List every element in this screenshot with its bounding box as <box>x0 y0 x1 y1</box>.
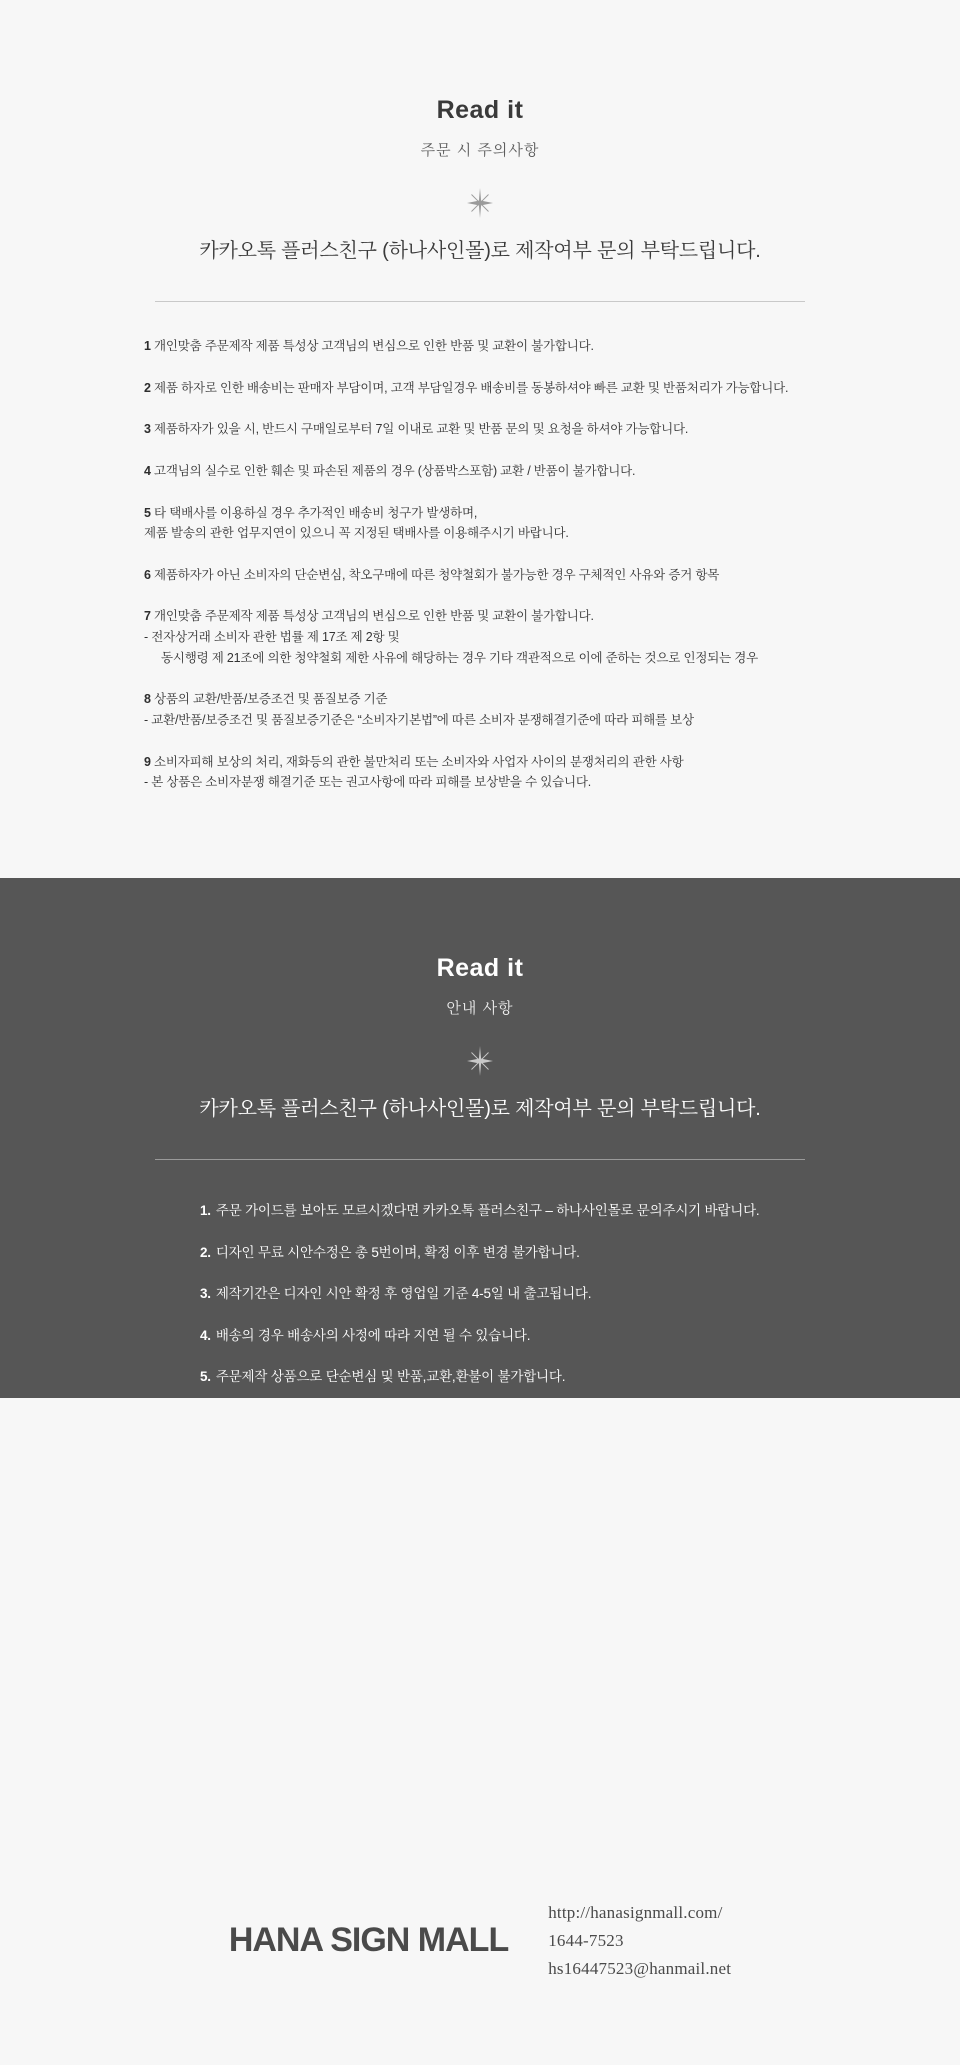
notice-text: 디자인 무료 시안수정은 총 5번이며, 확정 이후 변경 불가합니다. <box>215 1244 580 1260</box>
sparkle-icon-wrap <box>0 1044 960 1078</box>
notice-item <box>200 1325 760 1347</box>
term-item <box>144 606 816 668</box>
term-text: 제품 발송의 관한 업무지연이 있으니 꼭 지정된 택배사를 이용해주시기 바랍니다. <box>144 526 569 541</box>
notice-number: 4. <box>200 1327 211 1343</box>
term-item <box>144 503 816 544</box>
term-number: 3 <box>144 422 151 437</box>
section1-title: Read it <box>436 96 524 124</box>
notice-number: 2. <box>200 1244 211 1260</box>
term-item <box>144 336 816 357</box>
term-text: 제품하자가 있을 시, 반드시 구매일로부터 7일 이내로 교환 및 반품 문의 및 요청을 하셔야 가능합니다. <box>154 422 689 437</box>
notice-item <box>200 1366 760 1388</box>
section2-lead: 카카오톡 플러스친구 (하나사인몰)로 제작여부 문의 부탁드립니다. <box>199 1098 761 1120</box>
term-item <box>144 419 816 440</box>
notice-text: 제작기간은 디자인 시안 확정 후 영업일 기준 4-5일 내 출고됩니다. <box>215 1286 592 1302</box>
term-text: 고객님의 실수로 인한 훼손 및 파손된 제품의 경우 (상품박스포함) 교환 / 반품이 불가합니다. <box>154 463 636 478</box>
term-number: 5 <box>144 505 151 520</box>
notice-item <box>200 1200 760 1222</box>
section2-subtitle: 안내 사항 <box>446 1000 514 1017</box>
notice-item <box>200 1242 760 1264</box>
term-number: 1 <box>144 339 151 353</box>
section1-lead: 카카오톡 플러스친구 (하나사인몰)로 제작여부 문의 부탁드립니다. <box>199 240 761 262</box>
term-item <box>144 461 816 482</box>
notice-text: 주문 가이드를 보아도 모르시겠다면 카카오톡 플러스친구 – 하나사인몰로 문의주시기 바랍니다. <box>215 1203 760 1218</box>
notice-text: 주문제작 상품으로 단순변심 및 반품,교환,환불이 불가합니다. <box>215 1369 566 1385</box>
term-text: 제품하자가 아닌 소비자의 단순변심, 착오구매에 따른 청약철회가 불가능한 경우 구체적인 사유와 증거 항목 <box>154 567 720 582</box>
notice-item <box>200 1283 760 1305</box>
term-text: 제품 하자로 인한 배송비는 판매자 부담이며, 고객 부담일경우 배송비를 동봉하셔야 빠른 교환 및 반품처리가 가능합니다. <box>154 380 789 395</box>
term-text: - 교환/반품/보증조건 및 품질보증기준은 “소비자기본법”에 따른 소비자 분쟁해결기준에 따라 피해를 보상 <box>144 712 694 727</box>
term-text: - 본 상품은 소비자분쟁 해결기준 또는 권고사항에 따라 피해를 보상받을 수 있습니다. <box>144 775 591 790</box>
notice-section-light <box>0 0 960 878</box>
sparkle-icon <box>463 186 497 220</box>
term-text: 개인맞춤 주문제작 제품 특성상 고객님의 변심으로 인한 반품 및 교환이 불가합니다. <box>154 339 594 353</box>
terms-list <box>144 302 816 793</box>
term-text: 타 택배사를 이용하실 경우 추가적인 배송비 청구가 발생하며, <box>154 505 478 520</box>
notice-list <box>200 1160 760 1388</box>
term-number: 6 <box>144 567 151 582</box>
sparkle-icon-wrap <box>0 186 960 220</box>
term-number: 7 <box>144 609 151 624</box>
term-text: - 전자상거래 소비자 관한 법률 제 17조 제 2항 및 <box>144 630 400 644</box>
term-item <box>144 565 816 586</box>
website-url[interactable]: http://hanasignmall.com/ <box>548 1902 723 1922</box>
phone-number: 1644-7523 <box>548 1930 624 1950</box>
term-number: 4 <box>144 463 151 478</box>
notice-number: 1. <box>200 1203 211 1218</box>
notice-number: 3. <box>200 1286 211 1302</box>
term-number: 8 <box>144 692 151 707</box>
term-text: 동시행령 제 21조에 의한 청약철회 제한 사유에 해당하는 경우 기타 객관적으로 이에 준하는 것으로 인정되는 경우 <box>161 650 758 665</box>
notice-number: 5. <box>200 1369 211 1385</box>
term-text: 개인맞춤 주문제작 제품 특성상 고객님의 변심으로 인한 반품 및 교환이 불가합니다. <box>154 609 594 624</box>
footer-content <box>0 1899 960 1983</box>
brand-logo: HANA SIGN MALL <box>228 1921 509 1960</box>
term-item <box>144 378 816 399</box>
term-item <box>144 689 816 730</box>
email-address[interactable]: hs16447523@hanmail.net <box>548 1958 732 1978</box>
notice-section-dark <box>0 878 960 1398</box>
term-number: 9 <box>144 754 151 769</box>
notice-text: 배송의 경우 배송사의 사정에 따라 지연 될 수 있습니다. <box>215 1327 531 1343</box>
term-text: 상품의 교환/반품/보증조건 및 품질보증 기준 <box>154 692 388 707</box>
section2-title: Read it <box>436 954 524 982</box>
contact-info <box>548 1899 731 1983</box>
sparkle-icon <box>463 1044 497 1078</box>
term-text: 소비자피해 보상의 처리, 재화등의 관한 불만처리 또는 소비자와 사업자 사이의 분쟁처리의 관한 사항 <box>154 754 684 769</box>
footer <box>0 1398 960 2065</box>
section1-subtitle: 주문 시 주의사항 <box>420 142 540 159</box>
term-item <box>144 752 816 793</box>
term-number: 2 <box>144 380 151 395</box>
